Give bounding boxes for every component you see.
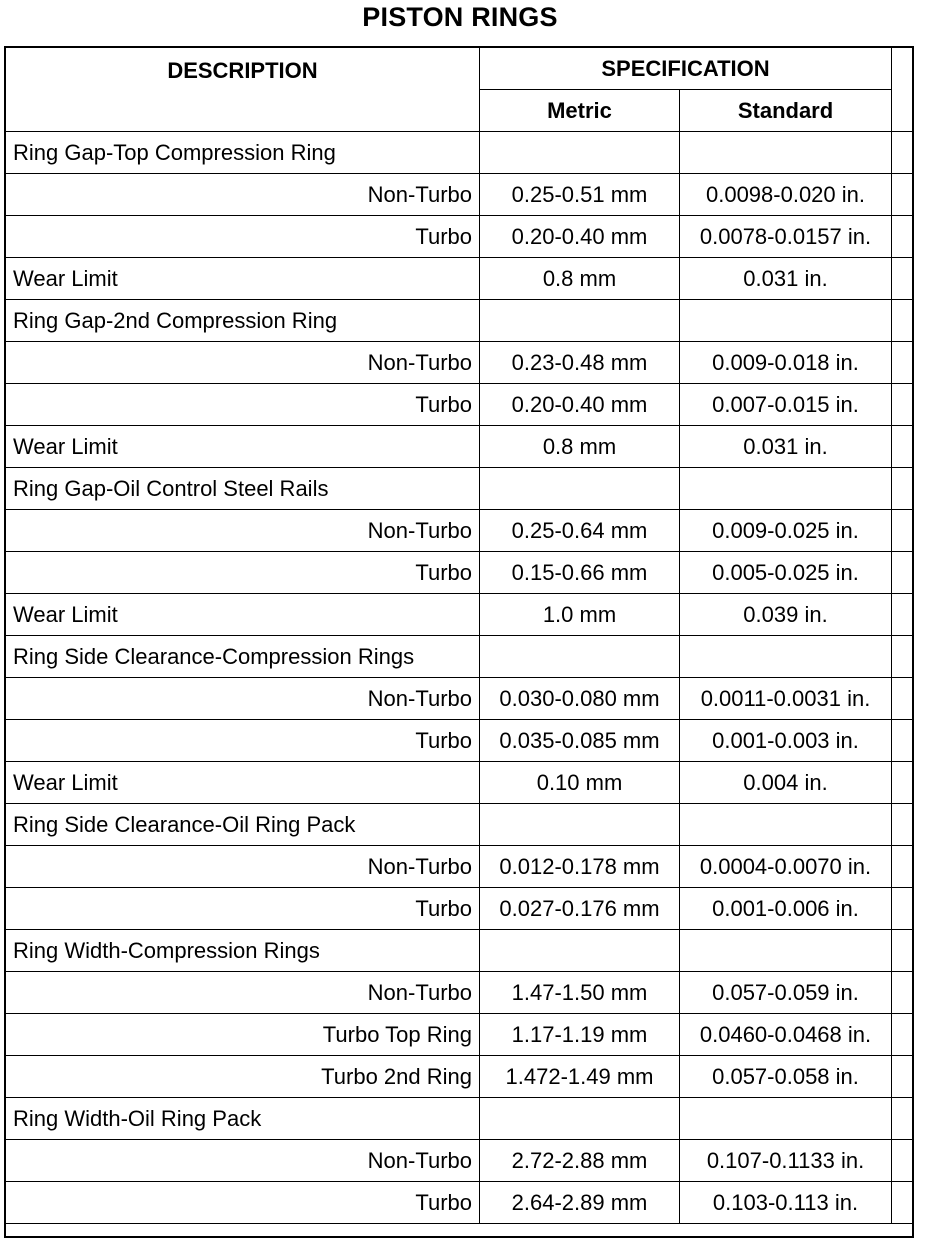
blank-column-cell <box>892 510 913 552</box>
spec-description: Ring Side Clearance-Oil Ring Pack <box>6 804 480 846</box>
metric-value: 0.20-0.40 mm <box>480 216 680 258</box>
blank-column-cell <box>892 678 913 720</box>
table-row <box>6 468 913 510</box>
blank-column-header <box>892 48 913 132</box>
spec-table-body <box>6 132 913 1224</box>
standard-value <box>680 300 892 342</box>
table-row <box>6 342 913 384</box>
table-row <box>6 426 913 468</box>
table-row <box>6 636 913 678</box>
blank-column-cell <box>892 720 913 762</box>
standard-header: Standard <box>680 90 892 132</box>
standard-value: 0.007-0.015 in. <box>680 384 892 426</box>
metric-header: Metric <box>480 90 680 132</box>
blank-column-cell <box>892 1014 913 1056</box>
table-row <box>6 258 913 300</box>
blank-column-cell <box>892 594 913 636</box>
metric-value <box>480 132 680 174</box>
blank-column-cell <box>892 888 913 930</box>
standard-value: 0.0011-0.0031 in. <box>680 678 892 720</box>
standard-value <box>680 1098 892 1140</box>
metric-value: 2.72-2.88 mm <box>480 1140 680 1182</box>
metric-value: 0.25-0.51 mm <box>480 174 680 216</box>
standard-value: 0.004 in. <box>680 762 892 804</box>
blank-column-cell <box>892 384 913 426</box>
variant-label: Non-Turbo <box>6 678 480 720</box>
variant-label: Turbo <box>6 720 480 762</box>
spec-description: Ring Gap-Top Compression Ring <box>6 132 480 174</box>
metric-value: 0.15-0.66 mm <box>480 552 680 594</box>
metric-value: 0.10 mm <box>480 762 680 804</box>
variant-label: Non-Turbo <box>6 1140 480 1182</box>
blank-column-cell <box>892 846 913 888</box>
metric-value: 0.030-0.080 mm <box>480 678 680 720</box>
standard-value: 0.103-0.113 in. <box>680 1182 892 1224</box>
table-row <box>6 1140 913 1182</box>
blank-column-cell <box>892 468 913 510</box>
variant-label: Non-Turbo <box>6 972 480 1014</box>
metric-value <box>480 300 680 342</box>
standard-value: 0.039 in. <box>680 594 892 636</box>
metric-value: 0.027-0.176 mm <box>480 888 680 930</box>
blank-column-cell <box>892 300 913 342</box>
blank-column-cell <box>892 1182 913 1224</box>
standard-value: 0.0078-0.0157 in. <box>680 216 892 258</box>
metric-value: 0.25-0.64 mm <box>480 510 680 552</box>
standard-value: 0.001-0.006 in. <box>680 888 892 930</box>
header-row-top <box>6 48 913 90</box>
table-row <box>6 384 913 426</box>
description-header: DESCRIPTION <box>6 48 480 132</box>
table-row <box>6 216 913 258</box>
standard-value <box>680 930 892 972</box>
standard-value <box>680 468 892 510</box>
page-title: PISTON RINGS <box>362 2 558 32</box>
standard-value: 0.031 in. <box>680 426 892 468</box>
metric-value: 0.20-0.40 mm <box>480 384 680 426</box>
metric-value: 0.035-0.085 mm <box>480 720 680 762</box>
metric-value: 0.012-0.178 mm <box>480 846 680 888</box>
table-row <box>6 972 913 1014</box>
table-row <box>6 846 913 888</box>
blank-column-cell <box>892 132 913 174</box>
spec-description: Ring Side Clearance-Compression Rings <box>6 636 480 678</box>
standard-value <box>680 636 892 678</box>
variant-label: Turbo <box>6 888 480 930</box>
metric-value: 1.472-1.49 mm <box>480 1056 680 1098</box>
blank-column-cell <box>892 426 913 468</box>
standard-value: 0.0004-0.0070 in. <box>680 846 892 888</box>
spec-description: Wear Limit <box>6 762 480 804</box>
standard-value: 0.107-0.1133 in. <box>680 1140 892 1182</box>
variant-label: Non-Turbo <box>6 174 480 216</box>
standard-value: 0.057-0.058 in. <box>680 1056 892 1098</box>
blank-column-cell <box>892 216 913 258</box>
metric-value <box>480 636 680 678</box>
metric-value: 1.47-1.50 mm <box>480 972 680 1014</box>
table-row <box>6 804 913 846</box>
metric-value: 2.64-2.89 mm <box>480 1182 680 1224</box>
table-row <box>6 1056 913 1098</box>
blank-column-cell <box>892 1098 913 1140</box>
metric-value <box>480 1098 680 1140</box>
table-row <box>6 678 913 720</box>
table-row <box>6 300 913 342</box>
table-row <box>6 1014 913 1056</box>
blank-column-cell <box>892 1140 913 1182</box>
standard-value: 0.001-0.003 in. <box>680 720 892 762</box>
piston-rings-spec-table <box>5 47 913 1224</box>
variant-label: Non-Turbo <box>6 846 480 888</box>
blank-column-cell <box>892 930 913 972</box>
table-row <box>6 552 913 594</box>
spec-description: Ring Gap-Oil Control Steel Rails <box>6 468 480 510</box>
metric-value <box>480 930 680 972</box>
spec-description: Ring Width-Oil Ring Pack <box>6 1098 480 1140</box>
table-row <box>6 930 913 972</box>
variant-label: Turbo <box>6 384 480 426</box>
blank-column-cell <box>892 174 913 216</box>
standard-value: 0.0460-0.0468 in. <box>680 1014 892 1056</box>
metric-value: 0.23-0.48 mm <box>480 342 680 384</box>
spec-description: Ring Width-Compression Rings <box>6 930 480 972</box>
table-row <box>6 594 913 636</box>
metric-value: 0.8 mm <box>480 426 680 468</box>
table-row <box>6 132 913 174</box>
blank-column-cell <box>892 762 913 804</box>
table-row <box>6 720 913 762</box>
variant-label: Turbo <box>6 552 480 594</box>
blank-column-cell <box>892 972 913 1014</box>
standard-value: 0.009-0.018 in. <box>680 342 892 384</box>
metric-value: 1.0 mm <box>480 594 680 636</box>
standard-value <box>680 132 892 174</box>
standard-value: 0.009-0.025 in. <box>680 510 892 552</box>
blank-column-cell <box>892 342 913 384</box>
blank-column-cell <box>892 636 913 678</box>
blank-column-cell <box>892 1056 913 1098</box>
variant-label: Turbo <box>6 216 480 258</box>
variant-label: Non-Turbo <box>6 510 480 552</box>
table-row <box>6 1098 913 1140</box>
standard-value: 0.005-0.025 in. <box>680 552 892 594</box>
table-row <box>6 888 913 930</box>
blank-column-cell <box>892 552 913 594</box>
standard-value: 0.031 in. <box>680 258 892 300</box>
standard-value: 0.057-0.059 in. <box>680 972 892 1014</box>
metric-value <box>480 804 680 846</box>
spec-description: Wear Limit <box>6 594 480 636</box>
standard-value <box>680 804 892 846</box>
metric-value: 0.8 mm <box>480 258 680 300</box>
spec-description: Ring Gap-2nd Compression Ring <box>6 300 480 342</box>
variant-label: Turbo 2nd Ring <box>6 1056 480 1098</box>
blank-column-cell <box>892 258 913 300</box>
spec-description: Wear Limit <box>6 258 480 300</box>
metric-value: 1.17-1.19 mm <box>480 1014 680 1056</box>
table-row <box>6 510 913 552</box>
spec-description: Wear Limit <box>6 426 480 468</box>
table-row <box>6 174 913 216</box>
blank-column-cell <box>892 804 913 846</box>
variant-label: Turbo <box>6 1182 480 1224</box>
table-row <box>6 1182 913 1224</box>
standard-value: 0.0098-0.020 in. <box>680 174 892 216</box>
variant-label: Turbo Top Ring <box>6 1014 480 1056</box>
metric-value <box>480 468 680 510</box>
table-row <box>6 762 913 804</box>
specification-header: SPECIFICATION <box>480 48 892 90</box>
variant-label: Non-Turbo <box>6 342 480 384</box>
